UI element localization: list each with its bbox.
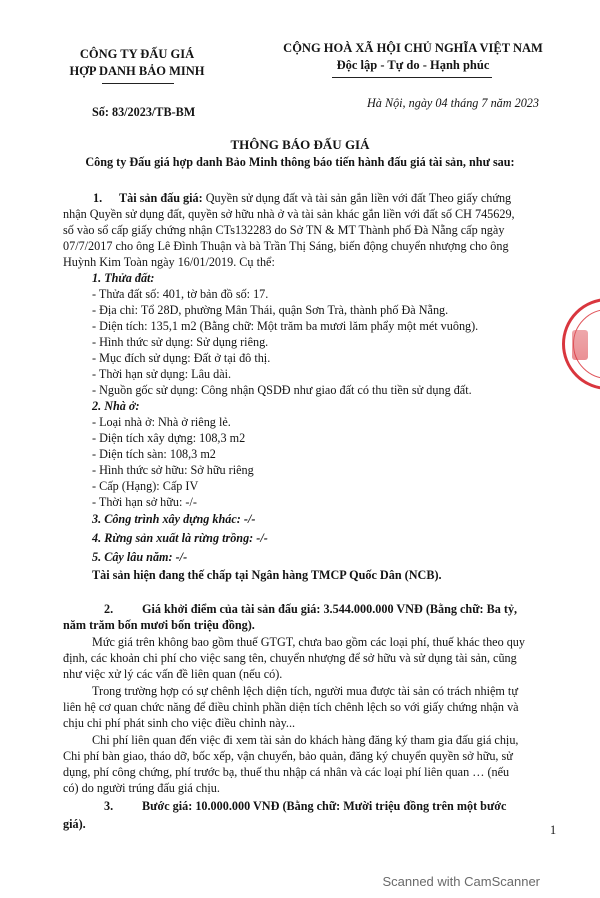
costs-line: Chi phí liên quan đến việc đi xem tài sản do khách hàng đăng ký tham gia đấu giá chịu, bbox=[92, 733, 519, 747]
other-works-item: 3. Công trình xây dựng khác: -/- bbox=[92, 512, 256, 526]
section-1-intro-line: Huỳnh Kim Toàn ngày 16/01/2019. Cụ thể: bbox=[63, 255, 275, 269]
area-difference-line: chịu chi phí phát sinh cho việc điều chỉnh này... bbox=[63, 716, 296, 730]
house-item: - Diện tích xây dựng: 108,3 m2 bbox=[92, 431, 246, 445]
costs-line: dụng, phí công chứng, phí trước bạ, thuế thu nhập cá nhân và các loại phí liên quan … (nếu bbox=[63, 765, 510, 779]
house-item: - Diện tích sàn: 108,3 m2 bbox=[92, 447, 216, 461]
land-item: - Địa chỉ: Tổ 28D, phường Mân Thái, quận Sơn Trà, thành phố Đà Nẵng. bbox=[92, 303, 449, 317]
red-seal-mark bbox=[572, 330, 588, 360]
page-number: 1 bbox=[550, 823, 557, 837]
scanner-watermark: Scanned with CamScanner bbox=[382, 874, 540, 889]
company-name-line2: HỢP DANH BẢO MINH bbox=[69, 64, 205, 78]
place-date: Hà Nội, ngày 04 tháng 7 năm 2023 bbox=[367, 96, 539, 110]
section-1-intro-first: Quyền sử dụng đất và tài sản gắn liền với đất Theo giấy chứng bbox=[202, 191, 512, 205]
house-item: - Thời hạn sở hữu: -/- bbox=[92, 495, 197, 509]
section-2-heading-line1: Giá khởi điểm của tài sản đấu giá: 3.544.000.000 VNĐ (Bằng chữ: Ba tỷ, bbox=[142, 602, 518, 616]
section-3-heading-line2: giá). bbox=[63, 817, 86, 831]
section-1-intro-line: số vào sổ cấp giấy chứng nhận CTs132283 do Sở TN & MT Thành phố Đà Nẵng cấp ngày bbox=[63, 223, 505, 237]
section-1-number: 1. bbox=[93, 191, 103, 205]
section-2-number: 2. bbox=[104, 602, 114, 616]
forest-item: 4. Rừng sản xuất là rừng trồng: -/- bbox=[92, 531, 268, 545]
house-item: - Hình thức sở hữu: Sở hữu riêng bbox=[92, 463, 254, 477]
costs-line: Chi phí bàn giao, tháo dỡ, bốc xếp, vận chuyển, bảo quản, đăng ký chuyển quyền sở hữu, sử bbox=[63, 749, 513, 763]
section-1-intro-line: nhận Quyền sử dụng đất, quyền sở hữu nhà ở và tài sản khác gắn liền với đất số CH 745629, bbox=[63, 207, 515, 221]
company-name-line1: CÔNG TY ĐẤU GIÁ bbox=[79, 47, 195, 61]
company-underline bbox=[102, 83, 174, 84]
nation-name: CỘNG HOÀ XÃ HỘI CHỦ NGHĨA VIỆT NAM bbox=[283, 41, 543, 55]
section-2-heading-line2: năm trăm bốn mươi bốn triệu đồng). bbox=[63, 618, 255, 632]
costs-line: có) do người trúng đấu giá chịu. bbox=[63, 781, 220, 795]
document-title: THÔNG BÁO ĐẤU GIÁ bbox=[230, 137, 370, 152]
house-item: - Loại nhà ở: Nhà ở riêng lẻ. bbox=[92, 415, 231, 429]
price-note-line: Mức giá trên không bao gồm thuế GTGT, chưa bao gồm các loại phí, thuế khác theo quy bbox=[92, 635, 525, 649]
land-item: - Diện tích: 135,1 m2 (Bằng chữ: Một trăm ba mươi lăm phẩy một mét vuông). bbox=[92, 319, 479, 333]
perennial-trees-item: 5. Cây lâu năm: -/- bbox=[92, 550, 188, 564]
mortgage-note: Tài sản hiện đang thế chấp tại Ngân hàng TMCP Quốc Dân (NCB). bbox=[92, 568, 442, 582]
land-item: - Hình thức sử dụng: Sử dụng riêng. bbox=[92, 335, 269, 349]
document-subtitle: Công ty Đấu giá hợp danh Bảo Minh thông báo tiến hành đấu giá tài sản, như sau: bbox=[85, 155, 515, 169]
nation-motto: Độc lập - Tự do - Hạnh phúc bbox=[336, 58, 490, 72]
house-heading: 2. Nhà ở: bbox=[92, 399, 140, 413]
land-item: - Mục đích sử dụng: Đất ở tại đô thị. bbox=[92, 351, 271, 365]
section-1-label: Tài sản đấu giá: bbox=[119, 191, 203, 205]
land-item: - Nguồn gốc sử dụng: Công nhận QSDĐ như giao đất có thu tiền sử dụng đất. bbox=[92, 383, 472, 397]
land-item: - Thời hạn sử dụng: Lâu dài. bbox=[92, 367, 232, 381]
section-1-first-line bbox=[119, 190, 511, 206]
price-note-line: như việc xử lý các vấn đề liên quan (nếu có). bbox=[63, 667, 283, 681]
land-item: - Thửa đất số: 401, tờ bản đồ số: 17. bbox=[92, 287, 269, 301]
area-difference-line: Trong trường hợp có sự chênh lệch diện tích, người mua được tài sản có trách nhiệm tự bbox=[92, 684, 518, 698]
motto-underline bbox=[332, 77, 492, 78]
house-item: - Cấp (Hạng): Cấp IV bbox=[92, 479, 199, 493]
land-heading: 1. Thửa đất: bbox=[92, 271, 155, 285]
document-number: Số: 83/2023/TB-BM bbox=[92, 105, 196, 119]
section-3-number: 3. bbox=[104, 799, 114, 813]
price-note-line: định, các khoản chi phí cho việc sang tên, chuyển nhượng để sở hữu và sử dụng tài sản, cũng bbox=[63, 651, 517, 665]
section-1-intro-line: 07/7/2017 cho ông Lê Đình Thuận và bà Trần Thị Sáng, biến động chuyển nhượng cho ông bbox=[63, 239, 509, 253]
section-3-heading-line1: Bước giá: 10.000.000 VNĐ (Bằng chữ: Mười triệu đồng trên một bước bbox=[142, 799, 507, 813]
area-difference-line: liên hệ cơ quan chức năng để điều chỉnh phần diện tích chênh lệch so với giấy chứng nhận và bbox=[63, 700, 519, 714]
